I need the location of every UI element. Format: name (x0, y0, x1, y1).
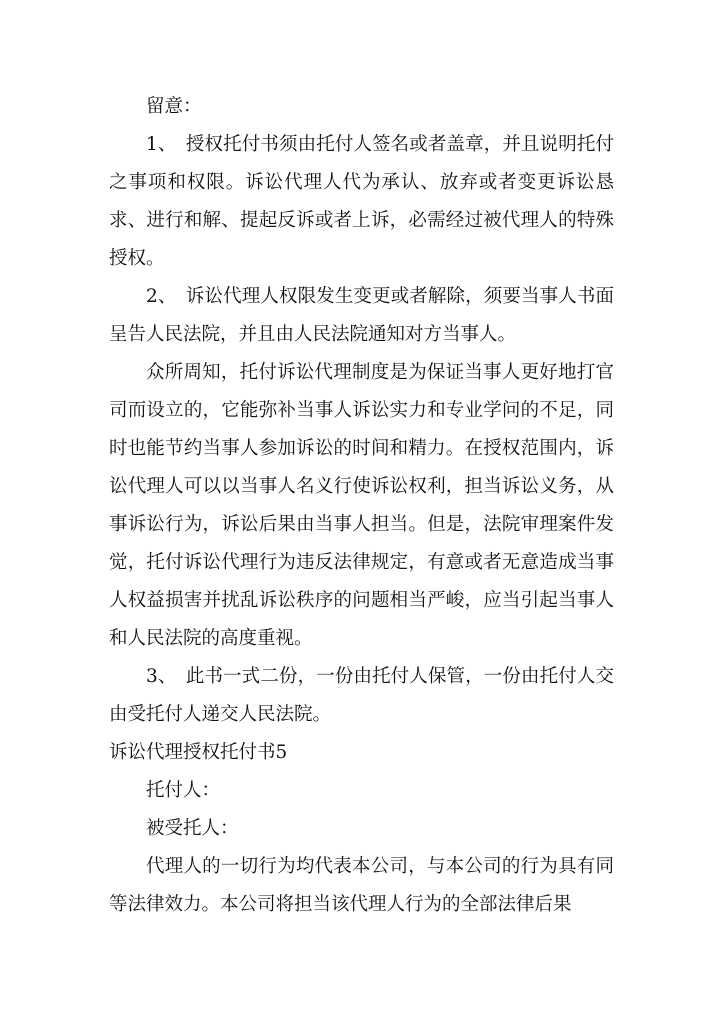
body-paragraph: 众所周知，托付诉讼代理制度是为保证当事人更好地打官司而设立的，它能弥补当事人诉讼实力和专业学问的不足，同时也能节约当事人参加诉讼的时间和精力。在授权范围内，诉讼代理人可以以当事人名义行使诉讼权利，担当诉讼义务，从事诉讼行为，诉讼后果由当事人担当。但是，法院审理案件发觉，托付诉讼代理行为违反法律规定，有意或者无意造成当事人权益损害并扰乱诉讼秩序的问题相当严峻，应当引起当事人和人民法院的高度重视。 (109, 362, 614, 649)
section-title: 诉讼代理授权托付书5 (109, 742, 288, 763)
note-item-1: 1、 授权托付书须由托付人签名或者盖章，并且说明托付之事项和权限。诉讼代理人代为承认、放弃或者变更诉讼恳求、进行和解、提起反诉或者上诉，必需经过被代理人的特殊授权。 (109, 134, 614, 269)
authorization-paragraph: 代理人的一切行为均代表本公司，与本公司的行为具有同等法律效力。本公司将担当该代理人行为的全部法律后果 (109, 856, 614, 915)
note-label: 留意： (146, 96, 202, 117)
agent-field: 被受托人： (146, 818, 239, 839)
note-item-2: 2、 诉讼代理人权限发生变更或者解除，须要当事人书面呈告人民法院，并且由人民法院通知对方当事人。 (109, 286, 614, 345)
document-page (109, 88, 614, 924)
note-item-3: 3、 此书一式二份，一份由托付人保管，一份由托付人交由受托付人递交人民法院。 (109, 666, 614, 725)
principal-field: 托付人： (146, 780, 221, 801)
